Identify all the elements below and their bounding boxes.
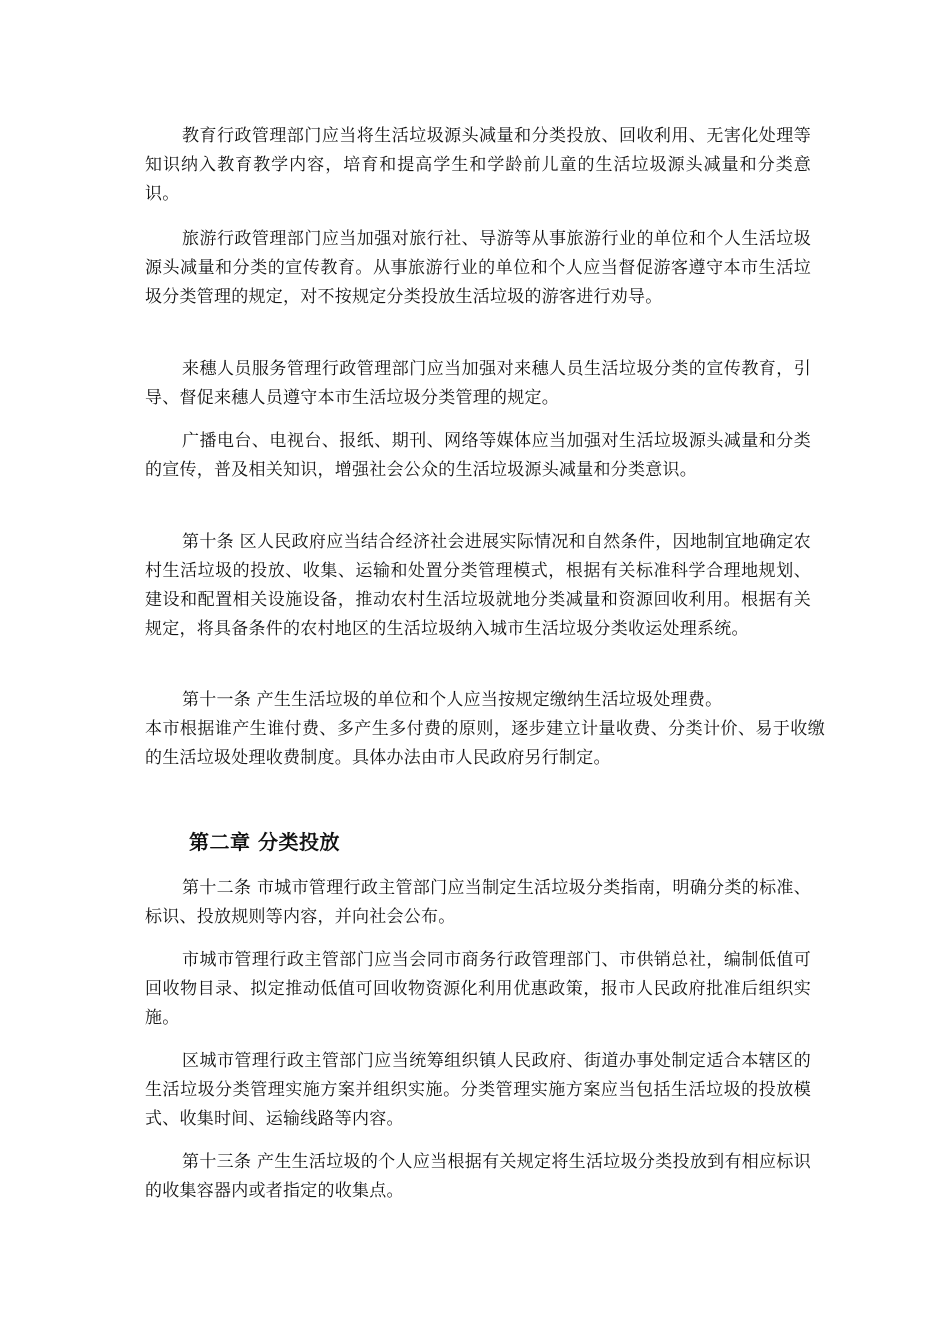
chapter-heading: 第二章 分类投放 bbox=[189, 830, 340, 854]
paragraph-migrant-services: 来穗人员服务管理行政管理部门应当加强对来穗人员生活垃圾分类的宣传教育，引导、督促来穗人员遵守本市生活垃圾分类管理的规定。 bbox=[145, 359, 811, 408]
article-11-line2: 本市根据谁产生谁付费、多产生多付费的原则，逐步建立计量收费、分类计价、易于收缴的生活垃圾处理收费制度。具体办法由市人民政府另行制定。 bbox=[145, 719, 825, 768]
article-13: 第十三条 产生生活垃圾的个人应当根据有关规定将生活垃圾分类投放到有相应标识的收集容器内或者指定的收集点。 bbox=[145, 1152, 811, 1201]
article-11-line1: 第十一条 产生生活垃圾的单位和个人应当按规定缴纳生活垃圾处理费。 bbox=[182, 690, 723, 710]
paragraph-district-plan: 区城市管理行政主管部门应当统筹组织镇人民政府、街道办事处制定适合本辖区的生活垃圾分类管理实施方案并组织实施。分类管理实施方案应当包括生活垃圾的投放模式、收集时间、运输线路等内容。 bbox=[145, 1051, 811, 1129]
article-11 bbox=[145, 686, 825, 773]
paragraph-low-value-recyclables: 市城市管理行政主管部门应当会同市商务行政管理部门、市供销总社，编制低值可回收物目录、拟定推动低值可回收物资源化利用优惠政策，报市人民政府批准后组织实施。 bbox=[145, 950, 811, 1028]
paragraph-tourism: 旅游行政管理部门应当加强对旅行社、导游等从事旅游行业的单位和个人生活垃圾源头减量和分类的宣传教育。从事旅游行业的单位和个人应当督促游客遵守本市生活垃圾分类管理的规定，对不按规定分类投放生活垃圾的游客进行劝导。 bbox=[145, 229, 811, 307]
paragraph-education: 教育行政管理部门应当将生活垃圾源头减量和分类投放、回收利用、无害化处理等知识纳入教育教学内容，培育和提高学生和学龄前儿童的生活垃圾源头减量和分类意识。 bbox=[145, 126, 811, 204]
article-10: 第十条 区人民政府应当结合经济社会进展实际情况和自然条件，因地制宜地确定农村生活垃圾的投放、收集、运输和处置分类管理模式，根据有关标准科学合理地规划、建设和配置相关设施设备，推动农村生活垃圾就地分类减量和资源回收利用。根据有关规定，将具备条件的农村地区的生活垃圾纳入城市生活垃圾分类收运处理系统。 bbox=[145, 532, 811, 639]
article-12: 第十二条 市城市管理行政主管部门应当制定生活垃圾分类指南，明确分类的标准、标识、投放规则等内容，并向社会公布。 bbox=[145, 878, 811, 927]
paragraph-media: 广播电台、电视台、报纸、期刊、网络等媒体应当加强对生活垃圾源头减量和分类的宣传，普及相关知识，增强社会公众的生活垃圾源头减量和分类意识。 bbox=[145, 431, 811, 480]
